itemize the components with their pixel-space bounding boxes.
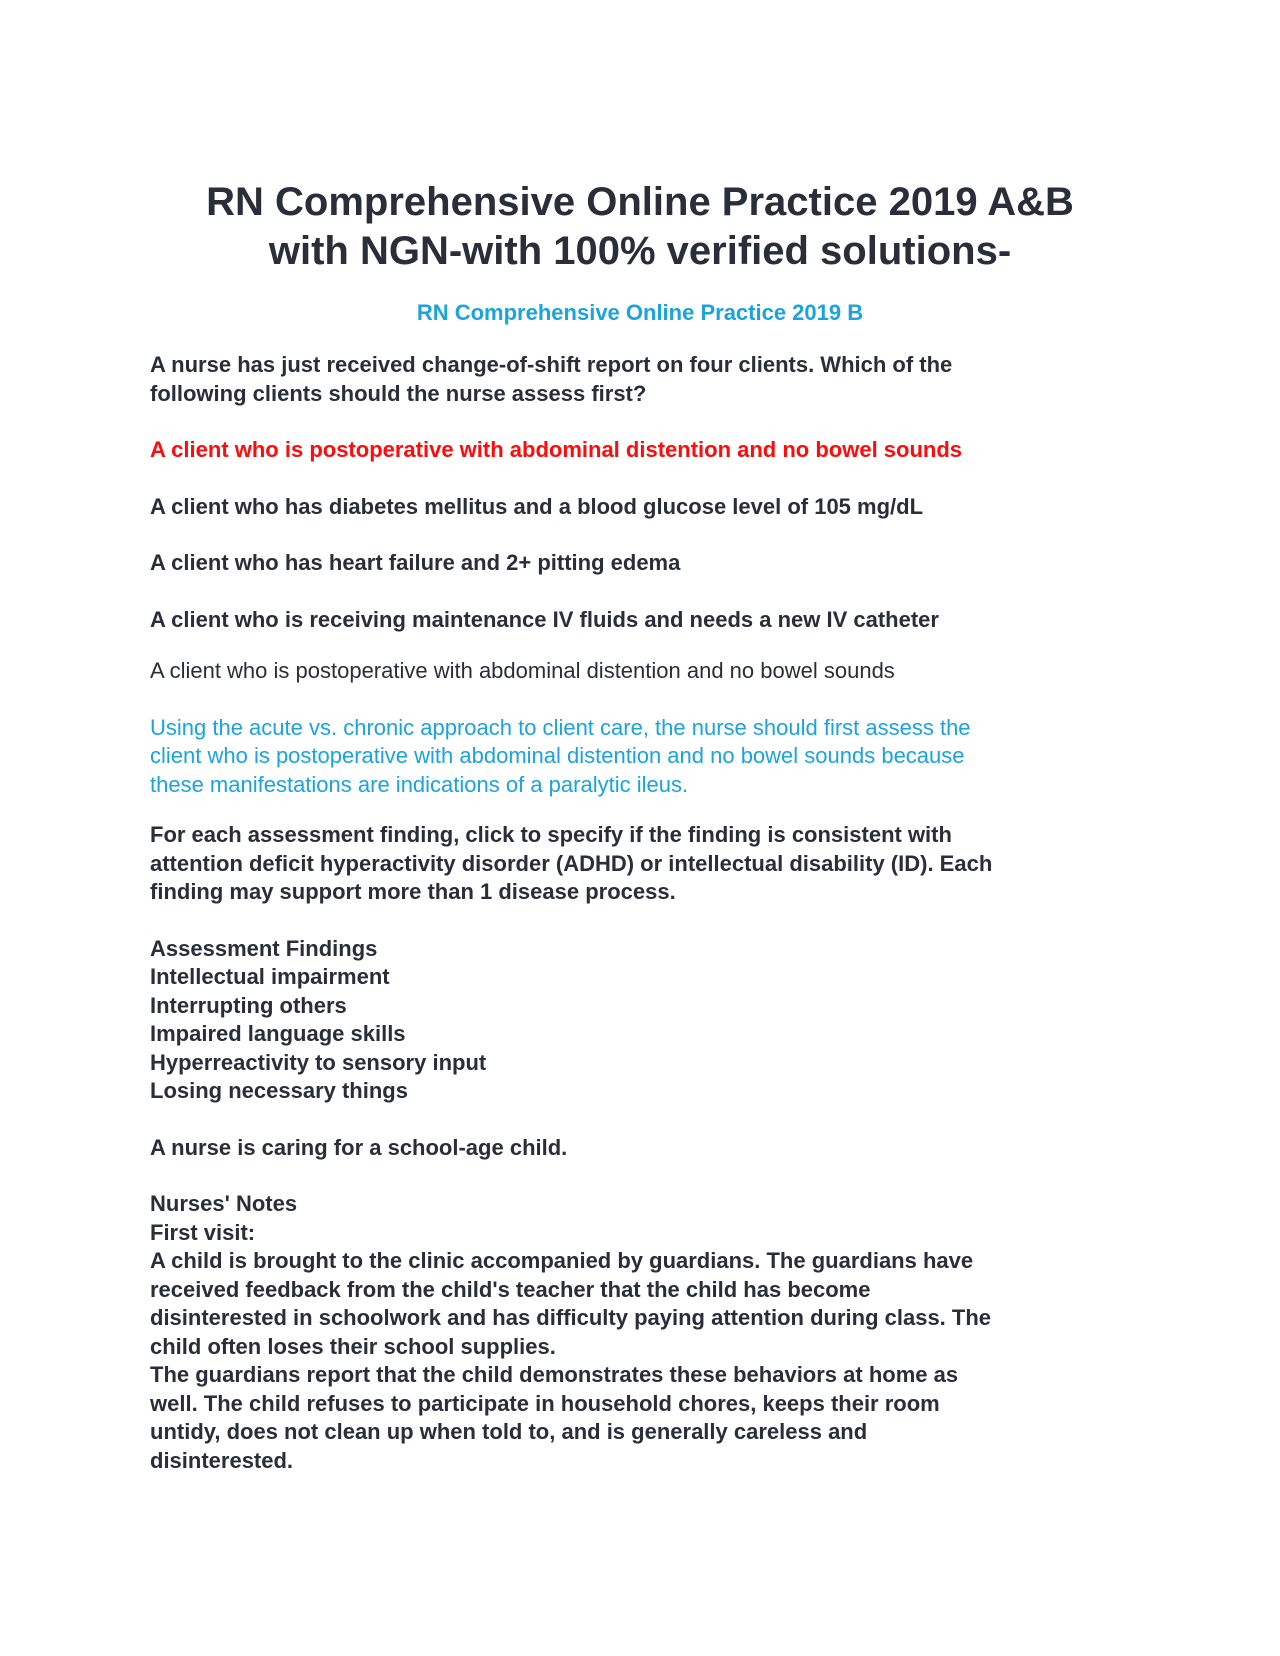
rationale-line-2: client who is postoperative with abdominal distention and no bowel sounds because: [150, 743, 965, 768]
notes-paragraph-2-line: well. The child refuses to participate in household chores, keeps their room: [150, 1390, 940, 1416]
scenario-text: A nurse is caring for a school-age child.: [150, 1134, 568, 1160]
finding-item: Losing necessary things: [150, 1078, 408, 1103]
notes-paragraph-2-line: disinterested.: [150, 1447, 294, 1473]
finding-item: Interrupting others: [150, 992, 347, 1018]
option-correct: A client who is postoperative with abdominal distention and no bowel sounds: [150, 437, 963, 462]
title-line-1: RN Comprehensive Online Practice 2019 A&B: [206, 180, 1074, 224]
question-1-line-1: A nurse has just received change-of-shift report on four clients. Which of the: [150, 352, 953, 377]
finding-item: Intellectual impairment: [150, 964, 390, 989]
option-4: A client who is receiving maintenance IV fluids and needs a new IV catheter: [150, 606, 939, 632]
finding-item: Hyperreactivity to sensory input: [150, 1049, 487, 1075]
option-2: A client who has diabetes mellitus and a blood glucose level of 105 mg/dL: [150, 493, 924, 519]
question-2-stem: [150, 821, 1130, 907]
notes-paragraph-1-line: received feedback from the child's teacher that the child has become: [150, 1276, 871, 1302]
notes-paragraph-1-line: disinterested in schoolwork and has difficulty paying attention during class. The: [150, 1305, 992, 1330]
rationale-line-1: Using the acute vs. chronic approach to client care, the nurse should first assess the: [150, 714, 971, 740]
question-2-line-1: For each assessment finding, click to specify if the finding is consistent with: [150, 822, 952, 847]
assessment-findings-list: [150, 935, 1130, 1106]
notes-visit-label: First visit:: [150, 1219, 256, 1245]
notes-paragraph-1-line: A child is brought to the clinic accompanied by guardians. The guardians have: [150, 1248, 974, 1273]
document-title: [150, 178, 1130, 276]
title-line-2: with NGN-with 100% verified solutions-: [268, 229, 1012, 273]
rationale-line-3: these manifestations are indications of a paralytic ileus.: [150, 771, 689, 797]
question-2-line-3: finding may support more than 1 disease process.: [150, 879, 676, 904]
question-1-line-2: following clients should the nurse assess first?: [150, 380, 647, 406]
notes-paragraph-2-line: The guardians report that the child demonstrates these behaviors at home as: [150, 1362, 959, 1387]
nurses-notes: [150, 1190, 1130, 1475]
notes-header: Nurses' Notes: [150, 1191, 298, 1216]
question-1-stem: [150, 351, 1130, 408]
finding-item: Impaired language skills: [150, 1021, 406, 1046]
document-subtitle: RN Comprehensive Online Practice 2019 B: [416, 300, 864, 325]
notes-paragraph-1-line: child often loses their school supplies.: [150, 1333, 556, 1359]
rationale: [150, 714, 1130, 800]
notes-paragraph-2-line: untidy, does not clean up when told to, and is generally careless and: [150, 1419, 868, 1444]
findings-header: Assessment Findings: [150, 935, 378, 961]
answer-text: A client who is postoperative with abdominal distention and no bowel sounds: [150, 658, 895, 683]
option-3: A client who has heart failure and 2+ pitting edema: [150, 550, 681, 575]
question-2-line-2: attention deficit hyperactivity disorder (ADHD) or intellectual disability (ID). Each: [150, 850, 993, 876]
